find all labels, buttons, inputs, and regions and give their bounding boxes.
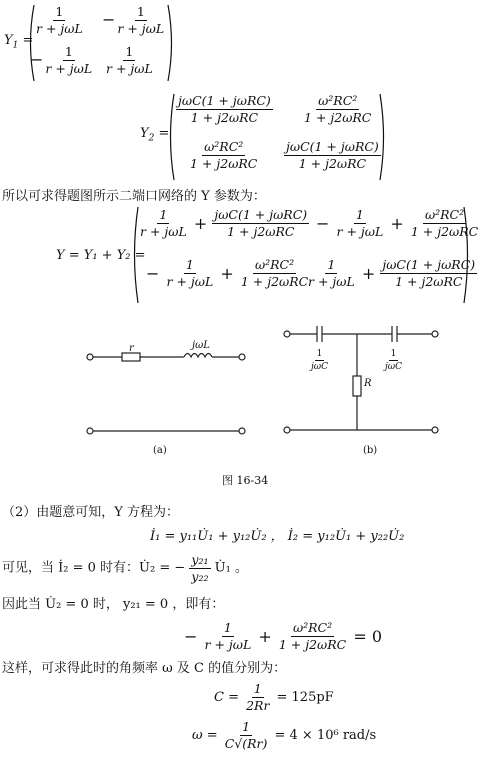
circuit-b-diagram <box>275 318 450 443</box>
y2-left-paren <box>166 92 176 182</box>
y2-m22-den: 1 + j2ωRC <box>298 156 367 171</box>
y1-equals: = <box>22 33 34 48</box>
w-eq-rhs: = 4 × 10⁶ rad/s <box>274 728 377 743</box>
ysum-b-num: jωC(1 + jωRC) <box>214 207 308 222</box>
u2-tail: U̇₁ 。 <box>214 560 248 576</box>
ysum-row2-col2 <box>306 258 477 289</box>
circuit-a-terminal-1p <box>87 428 93 434</box>
circuit-a-diagram <box>80 335 260 460</box>
y2-m12 <box>302 94 373 125</box>
ysum-plus3: + <box>220 264 234 283</box>
cond-b-num: ω²RC² <box>292 620 333 635</box>
y1-right-paren <box>166 3 176 83</box>
ysum-h-num: jωC(1 + jωRC) <box>382 257 476 272</box>
line-yinci: 因此当 U̇₂ = 0 时， y₂₁ = 0 ，即有： <box>2 597 225 612</box>
ysum-e-den: r + jωL <box>166 274 214 289</box>
y1-m21 <box>30 45 94 76</box>
circuit-b-caption: (b) <box>363 445 378 456</box>
y1-m22-den: r + jωL <box>106 61 153 76</box>
ysum-d-den: 1 + j2ωRC <box>410 224 479 239</box>
ysum-a-den: r + jωL <box>140 224 187 239</box>
y2-m11 <box>176 94 273 125</box>
y1-subscript: 1 <box>12 40 19 51</box>
ysum-e-sign: − <box>146 264 160 283</box>
c-eq-rhs: = 125pF <box>276 690 334 705</box>
ysum-row1-col1 <box>138 208 309 239</box>
circuit-b-c1-label <box>309 349 330 372</box>
y2-m21-den: 1 + j2ωRC <box>190 156 258 171</box>
y1-m21-sign: − <box>30 50 44 69</box>
y1-m21-den: r + jωL <box>45 61 93 76</box>
y2-subscript: 2 <box>148 133 155 144</box>
c-eq-num: 1 <box>253 681 262 696</box>
ysum-d-num: ω²RC² <box>424 207 465 222</box>
ysum-plus1: + <box>193 214 208 233</box>
circuit-a-inductor <box>184 354 212 358</box>
circuit-a-terminal-2p <box>239 428 245 434</box>
circuit-b-c1-den: jωC <box>311 362 329 372</box>
cond-a-num: 1 <box>223 620 232 635</box>
circuit-b-terminal-2p <box>432 427 438 433</box>
y1-m21-num: 1 <box>64 44 73 59</box>
circuit-b-r-label: R <box>364 378 372 389</box>
ysum-c-sign: − <box>316 214 330 233</box>
ysum-f-den: 1 + j2ωRC <box>240 274 309 289</box>
circuit-b-terminal-1 <box>284 331 290 337</box>
cond-plus: + <box>258 627 272 646</box>
cond-a-den: r + jωL <box>204 637 252 652</box>
line-zheyang: 这样，可求得此时的角频率 ω 及 C 的值分别为： <box>2 661 287 676</box>
ysum-e-num: 1 <box>185 257 194 272</box>
y2-m12-den: 1 + j2ωRC <box>304 110 372 125</box>
u2-den: y₂₂ <box>191 569 209 584</box>
ysum-plus4: + <box>361 264 376 283</box>
ysum-c-num: 1 <box>355 207 364 222</box>
cond-b-den: 1 + j2ωRC <box>278 637 347 652</box>
y2-m21 <box>188 140 259 171</box>
text-sentence1: 所以可求得题图所示二端口网络的 Y 参数为： <box>2 189 266 204</box>
y1-m12-sign: − <box>102 10 116 29</box>
w-eq-num: 1 <box>242 719 251 734</box>
y2-label <box>140 126 169 144</box>
line-kejian-text: 可见，当 İ₂ = 0 时有：U̇₂ = − <box>2 560 186 576</box>
circuit-b-c2-num: 1 <box>390 349 397 359</box>
y-equations: İ₁ = y₁₁U̇₁ + y₁₂U̇₂ ， İ₂ = y₁₂U̇₁ + y₂₂U̇₂ <box>150 529 405 544</box>
cond-eq: = 0 <box>353 627 382 646</box>
ysum-row2-col1 <box>146 258 310 289</box>
ysum-b-den: 1 + j2ωRC <box>227 224 295 239</box>
y1-m22-num: 1 <box>125 44 134 59</box>
figure-caption: 图 16-34 <box>222 474 269 487</box>
y1-m12-num: 1 <box>136 4 145 19</box>
w-eq-den: C√(Rr) <box>224 736 268 751</box>
y2-m22 <box>284 140 381 171</box>
circuit-a-terminal-1 <box>87 354 93 360</box>
y1-m12 <box>102 5 166 36</box>
text-part2: （2）由题意可知，Y 方程为： <box>2 505 179 520</box>
ysum-a-num: 1 <box>159 207 168 222</box>
circuit-a-caption: (a) <box>153 445 167 456</box>
ysum-row1-col2 <box>316 208 480 239</box>
ysum-h-den: 1 + j2ωRC <box>395 274 463 289</box>
condition-equation <box>184 621 382 652</box>
ysum-lhs: Y = Y₁ + Y₂ = <box>56 248 146 263</box>
circuit-b-c2-den: jωC <box>385 362 403 372</box>
ysum-c-den: r + jωL <box>336 224 384 239</box>
y2-m22-num: jωC(1 + jωRC) <box>286 139 379 154</box>
c-eq-lhs: C = <box>214 690 239 705</box>
u2-num: y₂₁ <box>191 552 209 567</box>
y1-symbol: Y <box>4 33 13 48</box>
circuit-b-terminal-1p <box>284 427 290 433</box>
w-eq-lhs: ω = <box>192 728 218 743</box>
circuit-b-c1-num: 1 <box>316 349 323 359</box>
c-eq-den: 2Rr <box>246 698 270 713</box>
circuit-a-terminal-2 <box>239 354 245 360</box>
circuit-a-r-label: r <box>129 343 134 354</box>
ysum-g-den: r + jωL <box>308 274 355 289</box>
c-equation <box>214 682 334 713</box>
omega-equation <box>192 720 376 751</box>
y1-m12-den: r + jωL <box>117 21 165 36</box>
ysum-plus2: + <box>390 214 404 233</box>
y2-m21-num: ω²RC² <box>204 139 244 154</box>
y2-m11-den: 1 + j2ωRC <box>190 110 259 125</box>
circuit-b-terminal-2 <box>432 331 438 337</box>
y2-m11-num: jωC(1 + jωRC) <box>178 93 271 108</box>
y1-m11-den: r + jωL <box>36 21 83 36</box>
y2-equals: = <box>158 126 170 141</box>
ysum-f-num: ω²RC² <box>254 257 295 272</box>
circuit-b-resistor-r <box>353 376 361 396</box>
line-kejian <box>2 553 248 584</box>
y1-m22 <box>104 45 155 76</box>
y1-m11 <box>34 5 85 36</box>
y1-m11-num: 1 <box>55 4 64 19</box>
circuit-b-c2-label <box>383 349 404 372</box>
circuit-a-l-label: jωL <box>192 340 210 351</box>
y2-m12-num: ω²RC² <box>318 93 358 108</box>
ysum-g-num: 1 <box>327 257 336 272</box>
circuit-a-resistor-r <box>122 353 140 361</box>
y2-symbol: Y <box>140 126 149 141</box>
cond-sign: − <box>184 627 198 646</box>
